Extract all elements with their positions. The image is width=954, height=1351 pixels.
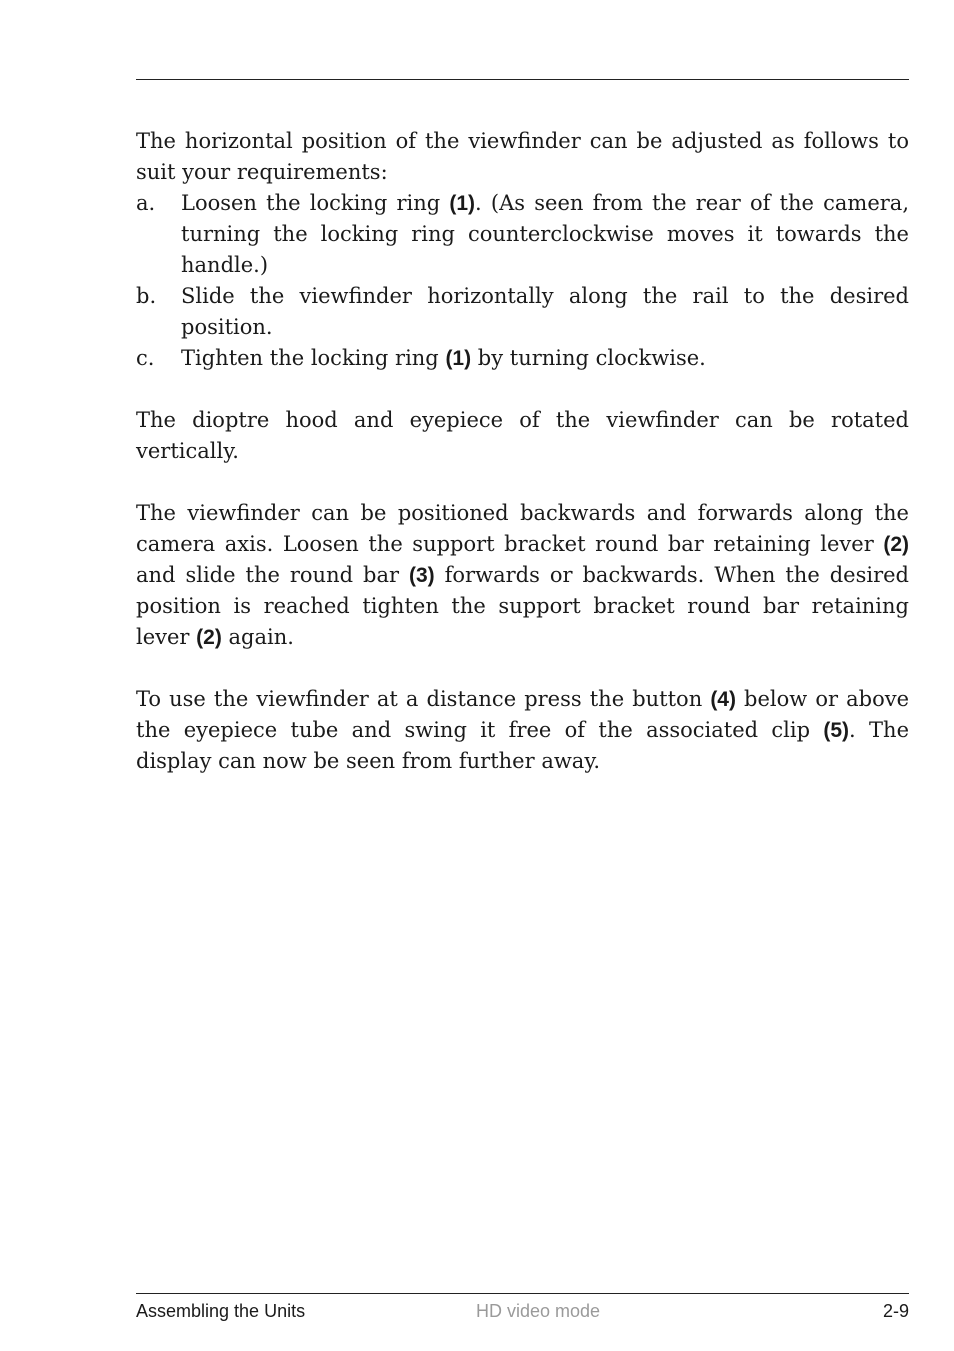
header-rule [136,79,909,80]
adjust-intro: The horizontal position of the viewfinder can be adjusted as follows to suit your requirements: [136,129,909,184]
distance-use-paragraph [136,684,909,777]
body-text: The viewfinder can be positioned backwards and forwards along the camera axis. Loosen the support bracket round bar retaining lever [136,501,909,556]
step-marker: b. [136,284,157,308]
ref-callout: (2) [196,626,222,649]
ref-callout: (2) [883,533,909,556]
step-item-a [136,188,909,281]
footer-section-title: Assembling the Units [136,1301,306,1321]
ref-callout: (5) [823,719,850,742]
ref-callout: (3) [409,564,435,587]
ref-callout: (4) [710,688,736,711]
step-text: Tighten the locking ring [181,346,446,370]
page-footer [136,1299,909,1323]
ref-callout: (1) [445,347,472,370]
step-marker: a. [136,191,156,215]
body-text: . The display can now be seen from further away. [136,718,909,773]
paragraph-gap [136,653,909,684]
ref-callout: (1) [449,192,476,215]
body-text: forwards or backwards. When the desired position is reached tighten the support bracket round bar retaining lever [136,563,909,649]
body-text: again. [221,625,294,649]
body-text: and slide the round bar [136,563,409,587]
footer-mode-label: HD video mode [476,1301,601,1321]
page-body [136,126,909,777]
paragraph-gap [136,467,909,498]
dioptre-paragraph: The dioptre hood and eyepiece of the viewfinder can be rotated vertically. [136,408,909,463]
footer-rule [136,1293,909,1294]
step-text: . (As seen from the rear of the camera, turning the locking ring counterclockwise moves it towards the handle.) [181,191,909,277]
step-marker: c. [136,346,155,370]
step-item-b [136,281,909,343]
body-text: below or above the eyepiece tube and swing it free of the associated clip [136,687,910,742]
paragraph-gap [136,374,909,405]
adjust-steps-list [136,188,909,374]
step-item-c [136,343,909,374]
page-number: 2-9 [882,1301,909,1321]
step-text: Loosen the locking ring [181,191,450,215]
step-text: by turning clockwise. [471,346,706,370]
step-text: Slide the viewfinder horizontally along the rail to the desired position. [181,284,909,339]
axis-position-paragraph [136,498,909,653]
body-text: To use the viewfinder at a distance press the button [136,687,711,711]
